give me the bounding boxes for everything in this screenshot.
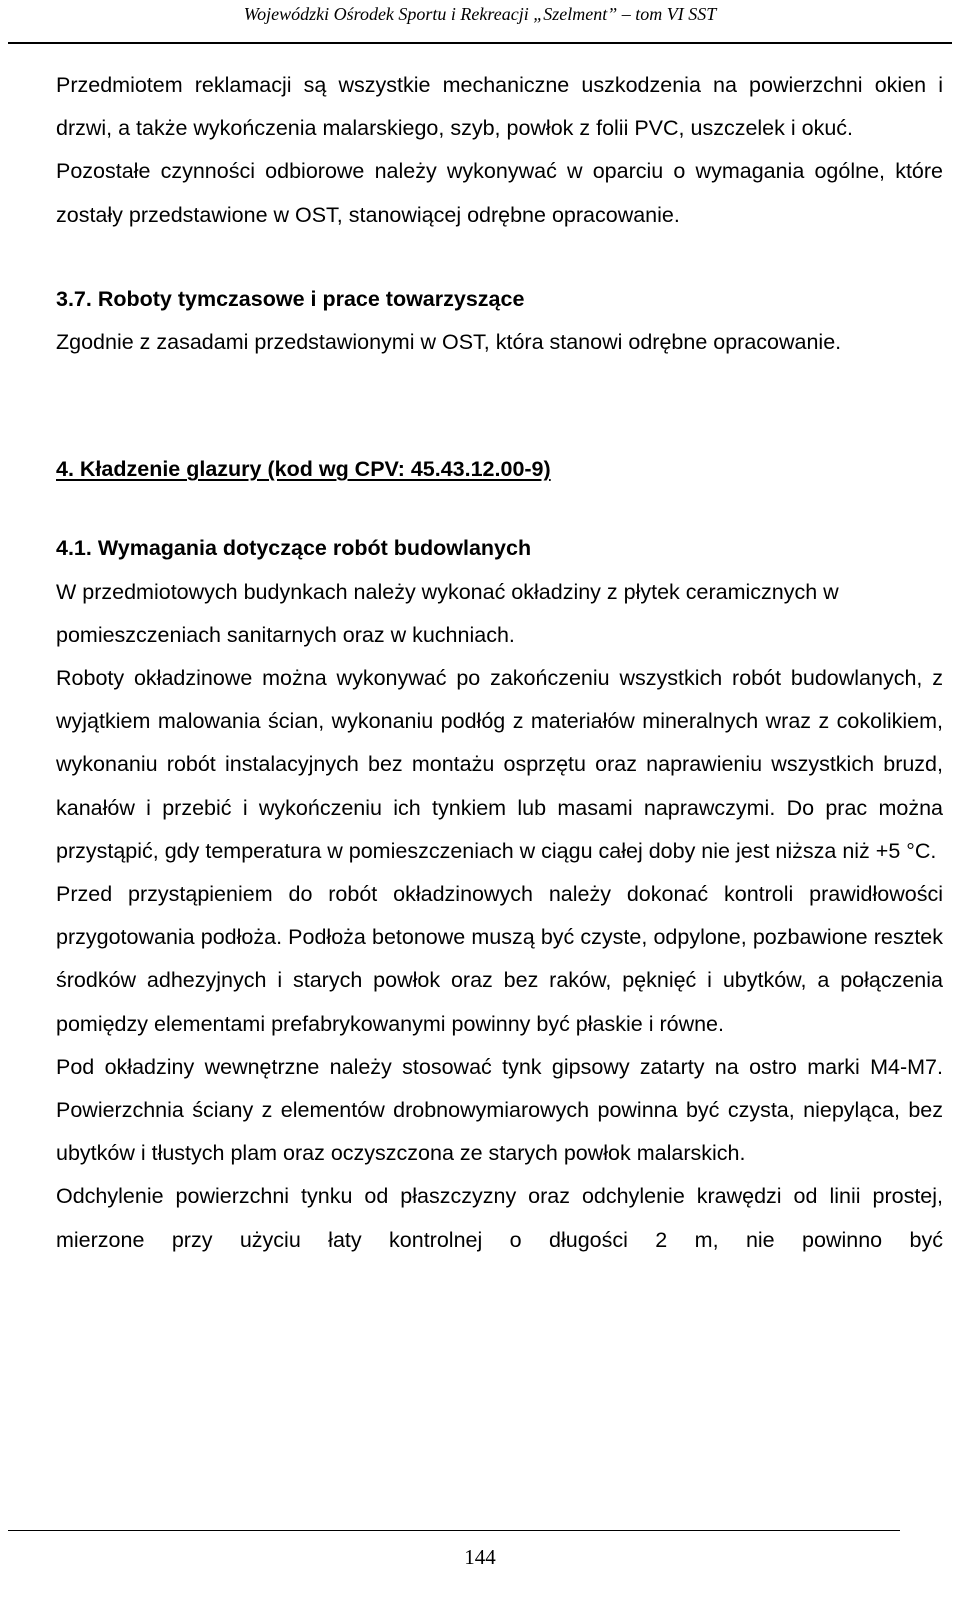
paragraph-4-1-a: W przedmiotowych budynkach należy wykonać okładziny z płytek ceramicznych w pomieszczeniach sanitarnych oraz w kuchniach. <box>56 579 839 647</box>
document-body <box>56 64 943 1262</box>
footer-divider <box>8 1530 900 1531</box>
paragraph-4-1-c: Przed przystąpieniem do robót okładzinowych należy dokonać kontroli prawidłowości przygotowania podłoża. Podłoża betonowe muszą być czyste, odpylone, pozbawione resztek środków adhezyjnych i starych powłok oraz bez raków, pęknięć i ubytków, a połączenia pomiędzy elementami prefabrykowanymi powinny być płaskie i równe. <box>56 882 943 1036</box>
paragraph-reklamacje: Przedmiotem reklamacji są wszystkie mechaniczne uszkodzenia na powierzchni okien i drzwi, a także wykończenia malarskiego, szyb, powłok z folii PVC, uszczelek i okuć. <box>56 73 943 141</box>
header-divider <box>8 42 952 44</box>
paragraph-4-1-d: Pod okładziny wewnętrzne należy stosować tynk gipsowy zatarty na ostro marki M4-M7. Powierzchnia ściany z elementów drobnowymiarowych powinna być czysta, niepyląca, bez ubytków i tłustych plam oraz oczyszczona ze starych powłok malarskich. <box>56 1054 943 1166</box>
spacer <box>56 237 943 278</box>
page-number: 144 <box>464 1545 496 1569</box>
paragraph-4-1-e: Odchylenie powierzchni tynku od płaszczyzny oraz odchylenie krawędzi od linii prostej, mierzone przy użyciu łaty kontrolnej o długości 2 m, nie powinno być <box>56 1184 943 1252</box>
section-heading-4-1: 4.1. Wymagania dotyczące robót budowlanych <box>56 536 532 561</box>
section-heading-4: 4. Kładzenie glazury (kod wg CPV: 45.43.12.00-9) <box>56 457 551 482</box>
paragraph-pozostale: Pozostałe czynności odbiorowe należy wykonywać w oparciu o wymagania ogólne, które zostały przedstawione w OST, stanowiącej odrębne opracowanie. <box>56 159 943 227</box>
section-heading-3-7: 3.7. Roboty tymczasowe i prace towarzyszące <box>56 286 525 311</box>
paragraph-3-7: Zgodnie z zasadami przedstawionymi w OST, która stanowi odrębne opracowanie. <box>56 330 842 355</box>
spacer <box>56 491 943 527</box>
spacer <box>56 364 943 448</box>
paragraph-4-1-b: Roboty okładzinowe można wykonywać po zakończeniu wszystkich robót budowlanych, z wyjątkiem malowania ścian, wykonaniu podłóg z materiałów mineralnych wraz z cokolikiem, wykonaniu robót instalacyjnych bez montażu osprzętu oraz naprawieniu wszystkich bruzd, kanałów i przebić i wykończeniu ich tynkiem lub masami naprawczymi. Do prac można przystąpić, gdy temperatura w pomieszczeniach w ciągu całej doby nie jest niższa niż +5 °C. <box>56 666 943 863</box>
running-header: Wojewódzki Ośrodek Sportu i Rekreacji „Szelment” – tom VI SST <box>243 4 717 24</box>
